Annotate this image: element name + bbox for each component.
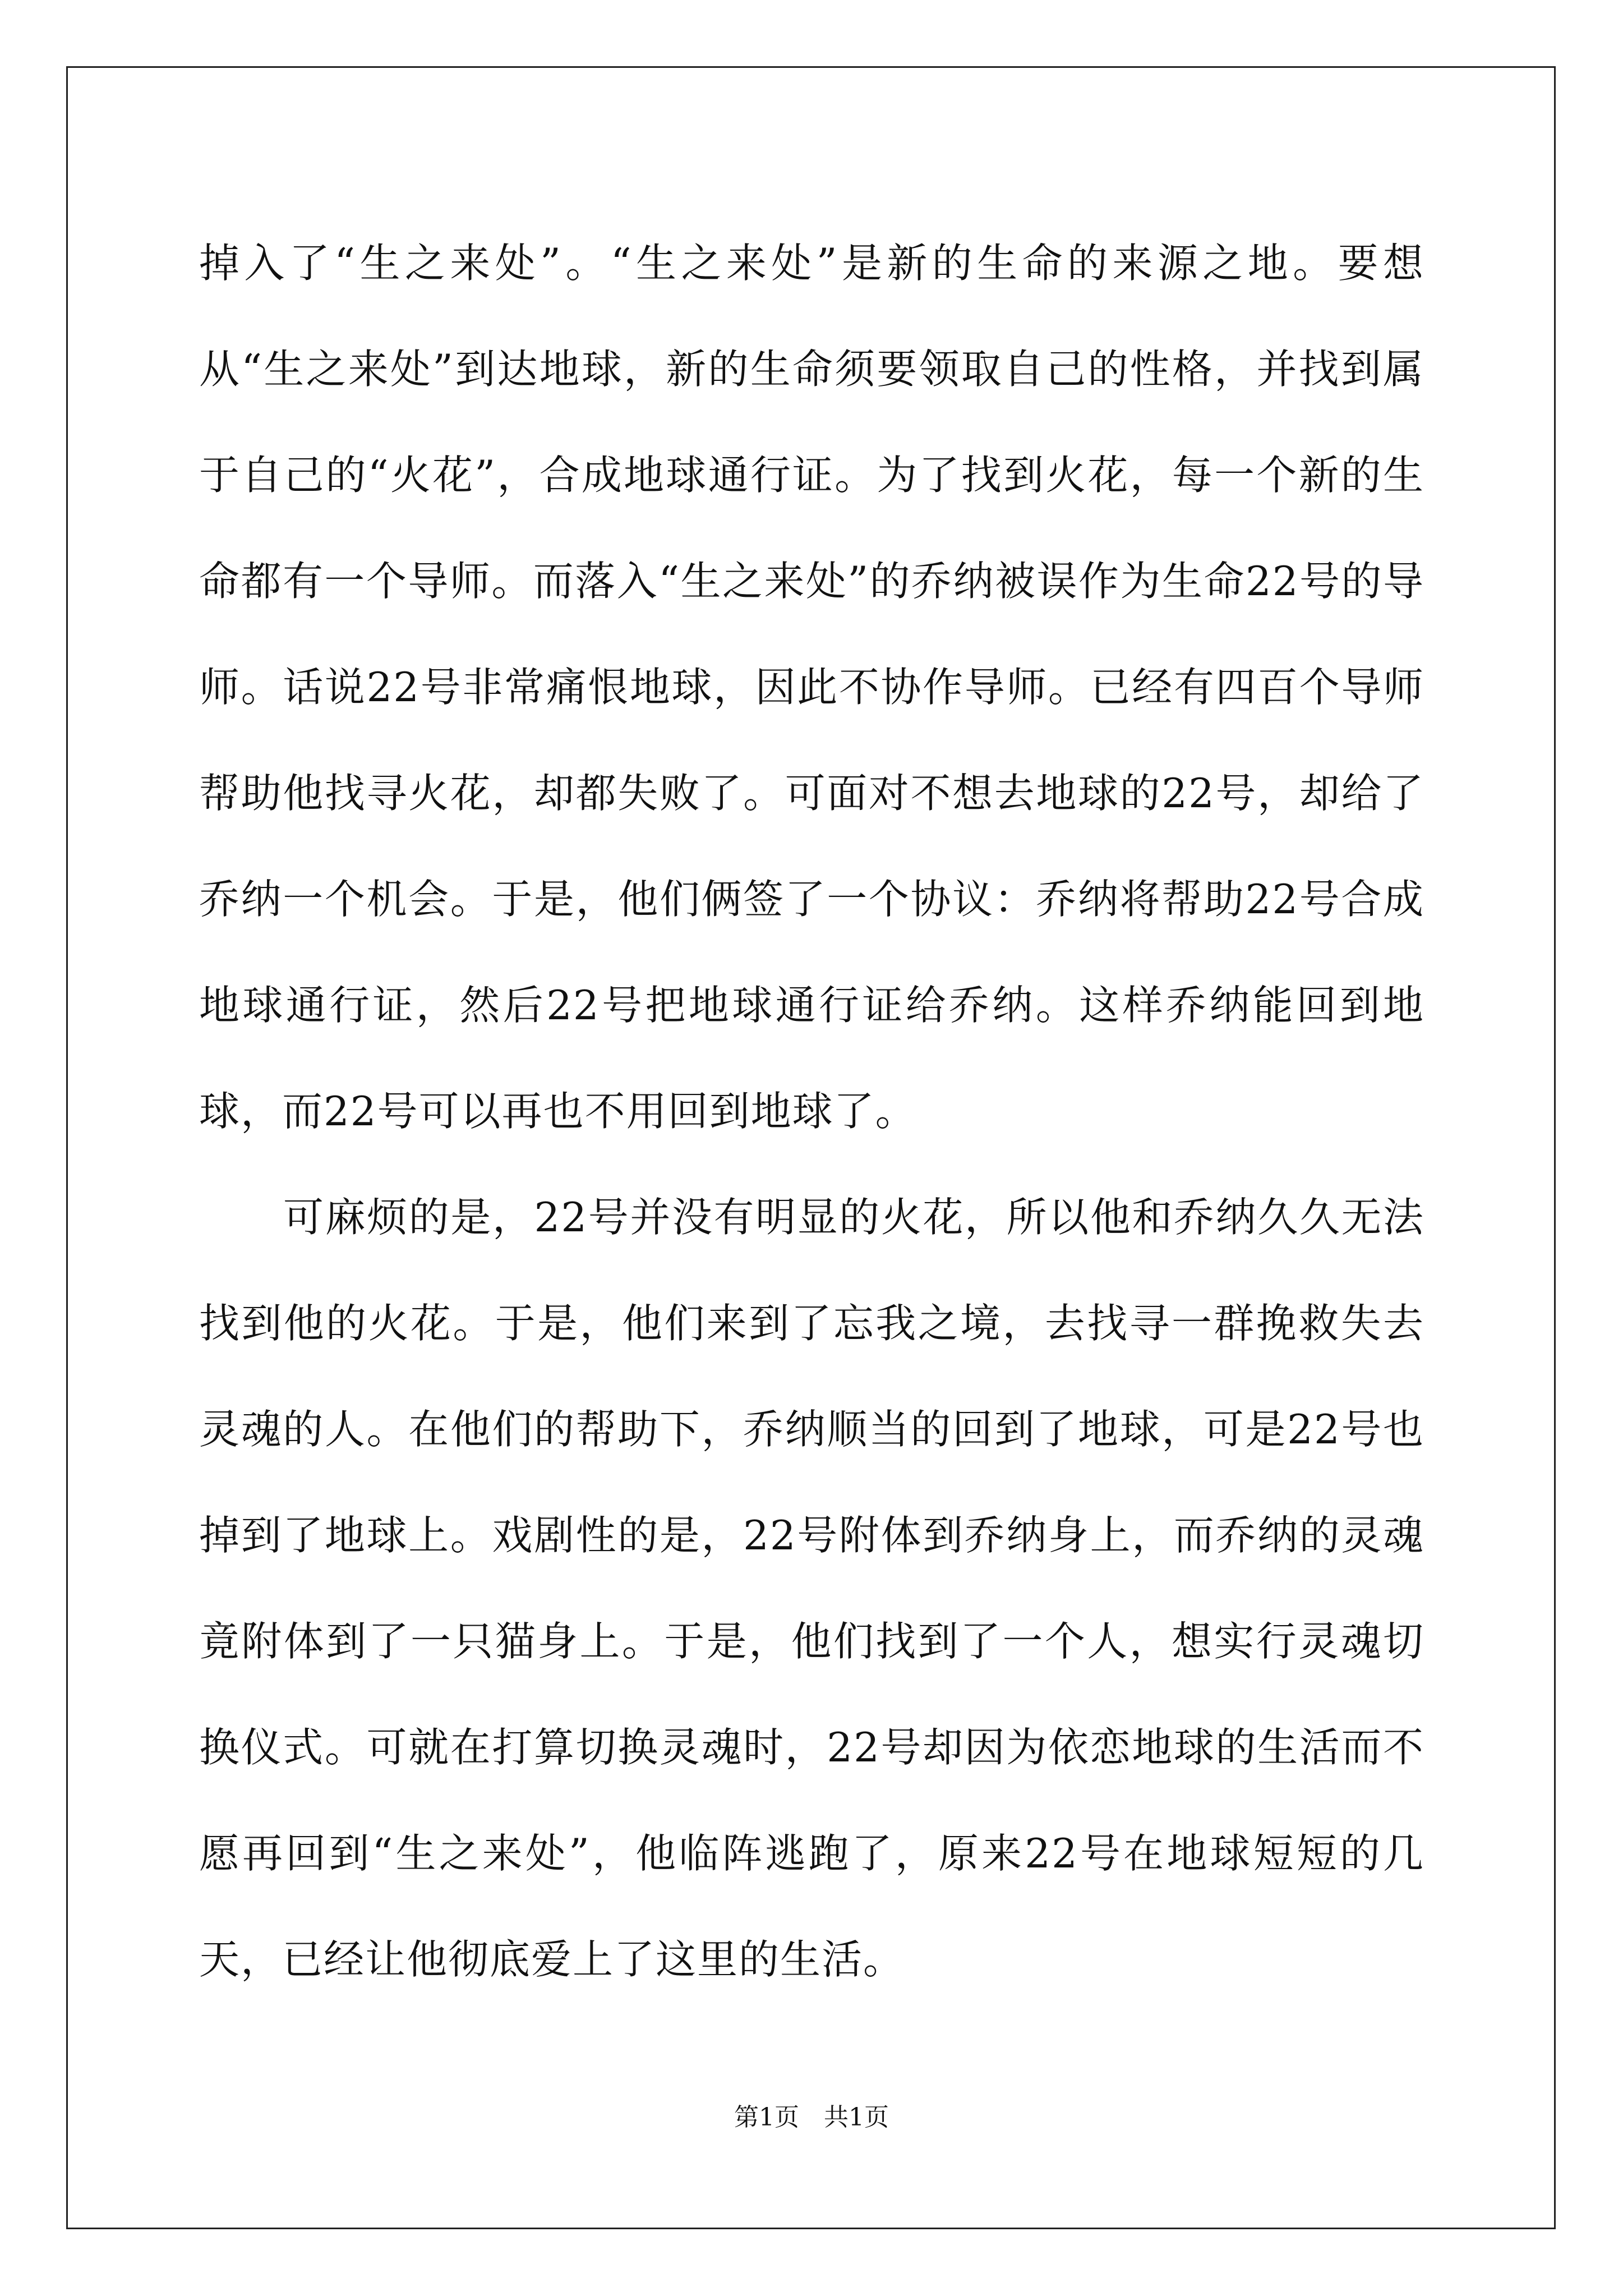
- paragraph-1: 掉入了“生之来处”。“生之来处”是新的生命的来源之地。要想从“生之来处”到达地球，新的生命须要领取自己的性格，并找到属于自己的“火花”，合成地球通行证。为了找到火花，每一个新的生命都有一个导师。而落入“生之来处”的乔纳被误作为生命22号的导师。话说22号非常痛恨地球，因此不协作导师。已经有四百个导师帮助他找寻火花，却都失败了。可面对不想去地球的22号，却给了乔纳一个机会。于是，他们俩签了一个协议：乔纳将帮助22号合成地球通行证，然后22号把地球通行证给乔纳。这样乔纳能回到地球，而22号可以再也不用回到地球了。: [199, 240, 1424, 1135]
- document-body: [199, 210, 1424, 2013]
- paragraph-2: 可麻烦的是，22号并没有明显的火花，所以他和乔纳久久无法找到他的火花。于是，他们来到了忘我之境，去找寻一群挽救失去灵魂的人。在他们的帮助下，乔纳顺当的回到了地球，可是22号也掉到了地球上。戏剧性的是，22号附体到乔纳身上，而乔纳的灵魂竟附体到了一只猫身上。于是，他们找到了一个人，想实行灵魂切换仪式。可就在打算切换灵魂时，22号却因为依恋地球的生活而不愿再回到“生之来处”，他临阵逃跑了，原来22号在地球短短的几天，已经让他彻底爱上了这里的生活。: [199, 1194, 1424, 1983]
- page-number: 第1页 共1页: [734, 2103, 889, 2132]
